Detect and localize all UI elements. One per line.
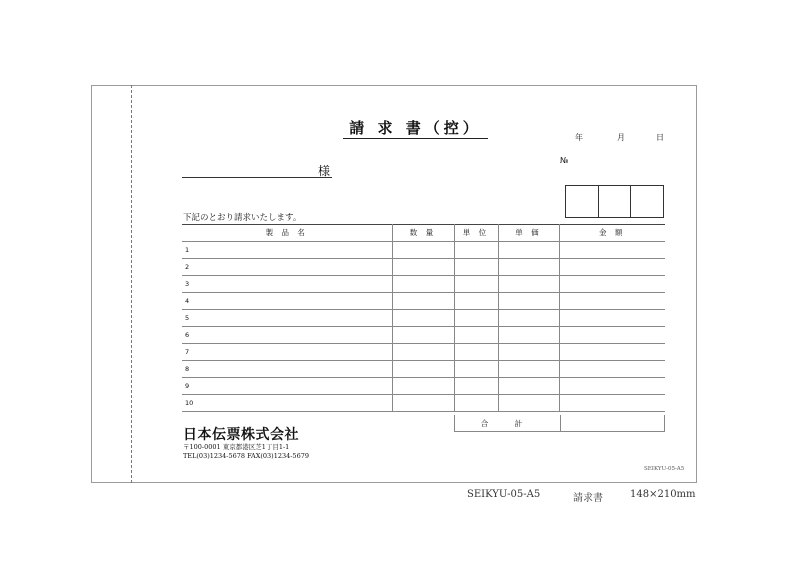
unit-price-cell[interactable]	[498, 293, 559, 310]
date-day-label: 日	[656, 133, 664, 142]
number-box[interactable]	[631, 186, 663, 217]
unit-cell[interactable]	[454, 310, 498, 327]
number-boxes	[565, 185, 664, 218]
recipient-line[interactable]	[182, 177, 332, 178]
intro-text: 下記のとおり請求いたします。	[183, 213, 302, 223]
table-row	[182, 395, 665, 412]
row-number: 4	[182, 293, 392, 310]
table-row	[182, 327, 665, 344]
unit-price-cell[interactable]	[498, 395, 559, 412]
amount-cell[interactable]	[559, 344, 665, 361]
unit-price-cell[interactable]	[498, 344, 559, 361]
caption-name: 請求書	[573, 493, 603, 504]
unit-price-cell[interactable]	[498, 378, 559, 395]
quantity-cell[interactable]	[392, 310, 454, 327]
unit-price-cell[interactable]	[498, 276, 559, 293]
amount-cell[interactable]	[559, 276, 665, 293]
date-year-label: 年	[575, 133, 583, 142]
quantity-cell[interactable]	[392, 395, 454, 412]
amount-cell[interactable]	[559, 310, 665, 327]
table-row	[182, 310, 665, 327]
table-row	[182, 293, 665, 310]
items-table-wrapper	[182, 224, 665, 412]
amount-cell[interactable]	[559, 327, 665, 344]
unit-cell[interactable]	[454, 344, 498, 361]
unit-price-cell[interactable]	[498, 361, 559, 378]
number-label: №	[560, 156, 569, 165]
amount-cell[interactable]	[559, 242, 665, 259]
row-number: 10	[182, 395, 392, 412]
row-number: 7	[182, 344, 392, 361]
row-number: 9	[182, 378, 392, 395]
date-month-label: 月	[617, 133, 625, 142]
form-code-small: SEIKYU-05-A5	[644, 466, 685, 472]
header-amount: 金 額	[559, 225, 665, 242]
table-row	[182, 242, 665, 259]
unit-price-cell[interactable]	[498, 259, 559, 276]
quantity-cell[interactable]	[392, 361, 454, 378]
table-header-row	[182, 225, 665, 242]
table-row	[182, 259, 665, 276]
company-tel-fax: TEL(03)1234-5678 FAX(03)1234-5679	[183, 452, 309, 460]
quantity-cell[interactable]	[392, 259, 454, 276]
total-label: 合 計	[454, 415, 560, 431]
quantity-cell[interactable]	[392, 242, 454, 259]
unit-cell[interactable]	[454, 395, 498, 412]
unit-cell[interactable]	[454, 259, 498, 276]
amount-cell[interactable]	[559, 293, 665, 310]
row-number: 2	[182, 259, 392, 276]
total-row	[454, 415, 665, 432]
unit-price-cell[interactable]	[498, 242, 559, 259]
amount-cell[interactable]	[559, 378, 665, 395]
unit-cell[interactable]	[454, 361, 498, 378]
row-number: 8	[182, 361, 392, 378]
amount-cell[interactable]	[559, 395, 665, 412]
unit-price-cell[interactable]	[498, 310, 559, 327]
perforation-line	[131, 85, 132, 483]
caption-size: 148×210mm	[630, 489, 696, 500]
unit-cell[interactable]	[454, 293, 498, 310]
quantity-cell[interactable]	[392, 327, 454, 344]
table-row	[182, 378, 665, 395]
row-number: 5	[182, 310, 392, 327]
items-table	[182, 224, 665, 412]
total-amount-cell[interactable]	[560, 415, 665, 431]
header-quantity: 数 量	[392, 225, 454, 242]
unit-price-cell[interactable]	[498, 327, 559, 344]
row-number: 3	[182, 276, 392, 293]
quantity-cell[interactable]	[392, 344, 454, 361]
header-product-name: 製 品 名	[182, 225, 392, 242]
row-number: 1	[182, 242, 392, 259]
row-number: 6	[182, 327, 392, 344]
caption-code: SEIKYU-05-A5	[467, 489, 541, 500]
company-address: 〒100-0001 東京都港区芝1丁目1-1	[183, 443, 290, 451]
table-row	[182, 361, 665, 378]
number-box[interactable]	[566, 186, 599, 217]
quantity-cell[interactable]	[392, 378, 454, 395]
amount-cell[interactable]	[559, 361, 665, 378]
table-row	[182, 276, 665, 293]
form-title: 請 求 書（控）	[343, 118, 488, 139]
quantity-cell[interactable]	[392, 276, 454, 293]
unit-cell[interactable]	[454, 327, 498, 344]
amount-cell[interactable]	[559, 259, 665, 276]
number-box[interactable]	[599, 186, 632, 217]
table-row	[182, 344, 665, 361]
quantity-cell[interactable]	[392, 293, 454, 310]
header-unit: 単 位	[454, 225, 498, 242]
honorific-label: 様	[318, 164, 331, 178]
header-unit-price: 単 価	[498, 225, 559, 242]
unit-cell[interactable]	[454, 242, 498, 259]
unit-cell[interactable]	[454, 276, 498, 293]
unit-cell[interactable]	[454, 378, 498, 395]
company-name: 日本伝票株式会社	[183, 427, 299, 443]
